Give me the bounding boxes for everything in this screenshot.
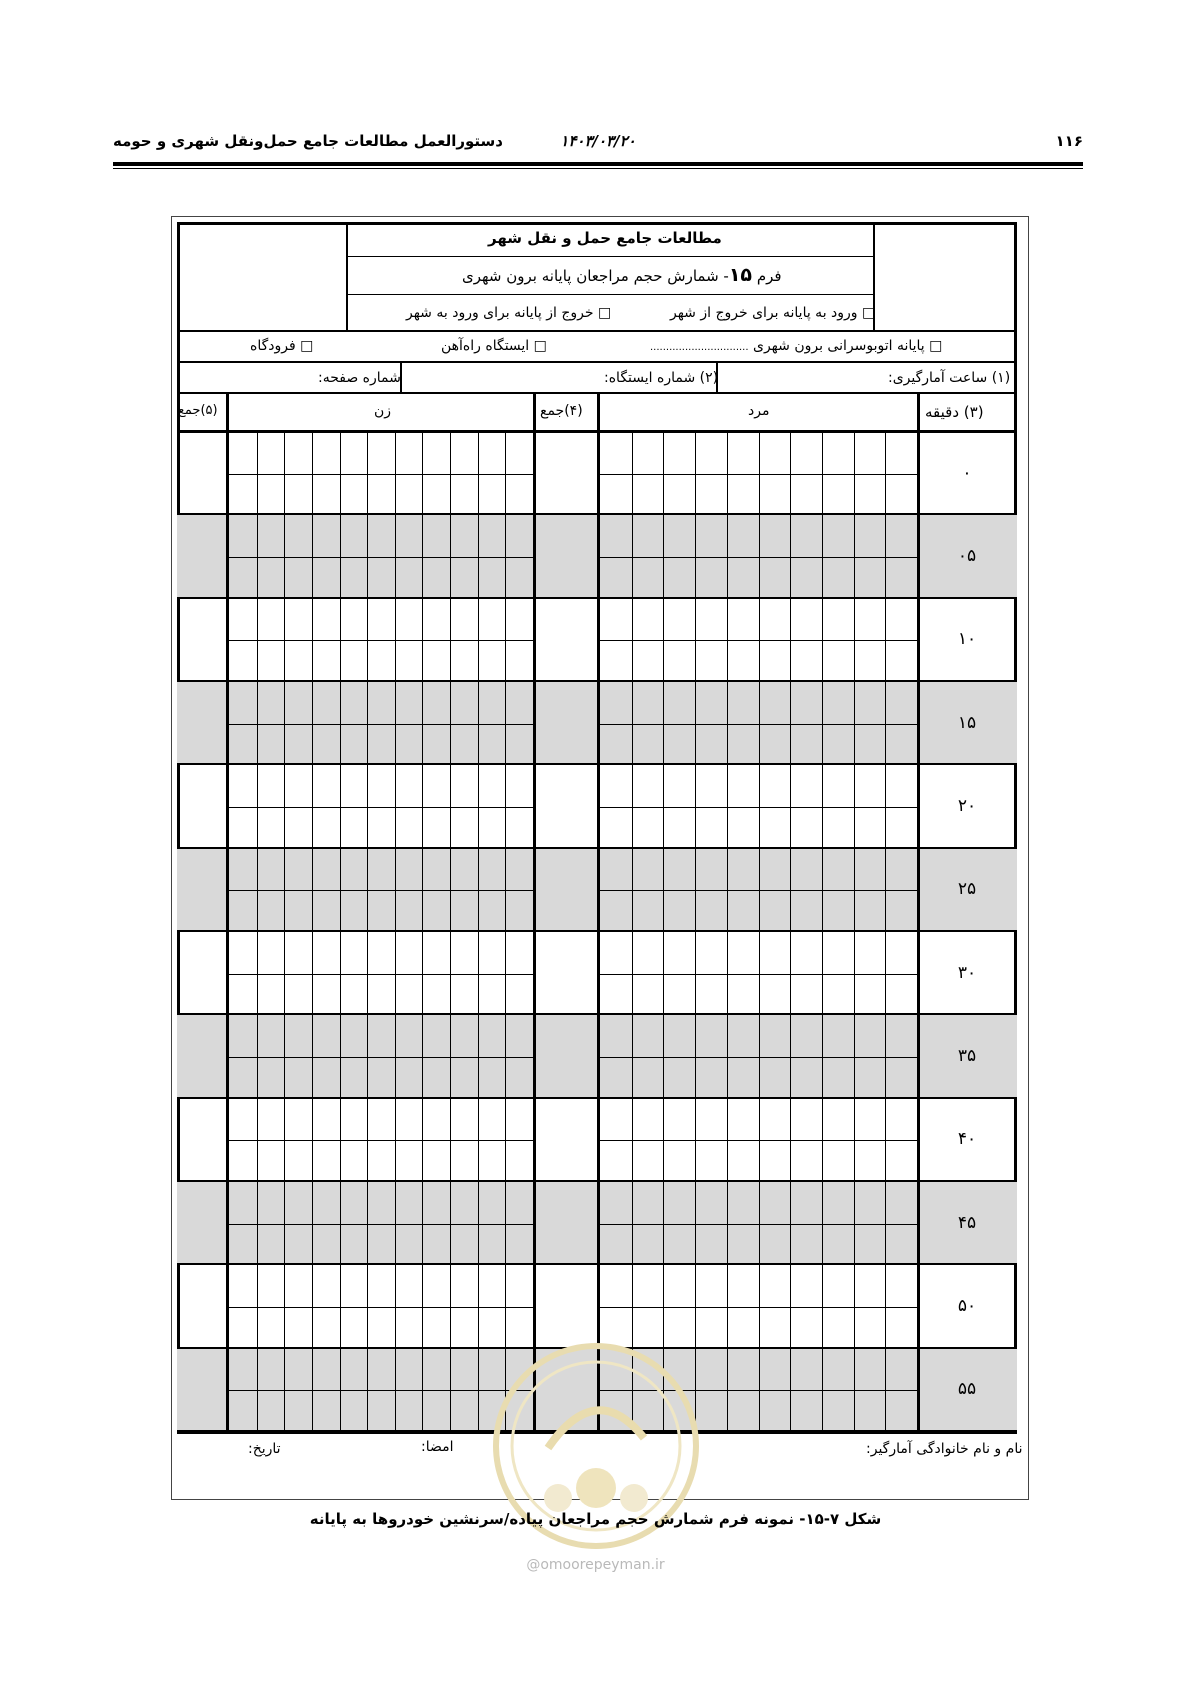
checkbox-icon[interactable]: □	[533, 338, 547, 354]
surveyor-name-field[interactable]: نام و نام خانوادگی آمارگیر:	[866, 1441, 1023, 1457]
figure-caption: شکل ۷-۱۵- نمونه فرم شمارش حجم مراجعان پیاده/سرنشین خودروها به پایانه	[309, 1510, 882, 1528]
female-tally-column-line	[505, 432, 506, 1432]
female-column-header: زن	[374, 403, 392, 419]
signature-field[interactable]: امضا:	[421, 1439, 454, 1455]
title-row-divider-1	[346, 256, 875, 257]
site-watermark: @omoorepeyman.ir	[526, 1557, 665, 1573]
female-tally-column-line	[367, 432, 368, 1432]
male-tally-column-line	[695, 432, 696, 1432]
minute-label: ۵۵	[957, 1379, 977, 1400]
form-title	[462, 264, 782, 286]
female-tally-column-line	[422, 432, 423, 1432]
study-title: مطالعات جامع حمل و نقل شهر	[488, 229, 722, 247]
form-title-text: - شمارش حجم مراجعان پایانه برون شهری	[462, 267, 729, 285]
station-number-field[interactable]: (۲) شماره ایستگاه:	[604, 370, 719, 386]
terminal-option-bus[interactable]	[650, 338, 942, 354]
female-tally-column-line	[312, 432, 313, 1432]
page-header	[113, 128, 1083, 168]
tally-mid-line	[229, 890, 533, 891]
checkbox-icon[interactable]: □	[598, 305, 612, 321]
terminal-option-airport[interactable]	[250, 338, 313, 354]
female-tally-column-line	[395, 432, 396, 1432]
date-field[interactable]: تاریخ:	[248, 1441, 281, 1457]
minute-label: ۲۵	[957, 879, 977, 900]
male-tally-column-line	[632, 432, 633, 1432]
title-row-divider-2	[346, 294, 875, 295]
tally-mid-line	[229, 1140, 533, 1141]
terminal-bus-label: پایانه اتوبوسرانی برون شهری	[753, 338, 925, 354]
terminal-option-rail[interactable]	[441, 338, 547, 354]
direction-exit-label: خروج از پایانه برای ورود به شهر	[406, 305, 594, 321]
male-total-divider	[597, 394, 600, 1434]
tally-mid-line	[229, 557, 533, 558]
male-tally-column-line	[727, 432, 728, 1432]
tally-mid-line	[229, 640, 533, 641]
title-left-divider	[346, 222, 348, 330]
female-tally-column-line	[478, 432, 479, 1432]
minute-column-divider	[917, 394, 920, 1434]
tally-mid-line	[229, 1057, 533, 1058]
direction-entry-label: ورود به پایانه برای خروج از شهر	[670, 305, 858, 321]
male-tally-column-line	[885, 432, 886, 1432]
male-tally-column-line	[759, 432, 760, 1432]
checkbox-icon[interactable]: □	[929, 338, 943, 354]
survey-hour-field[interactable]: (۱) ساعت آمارگیری:	[888, 370, 1011, 386]
minute-label: ۳۰	[957, 962, 977, 983]
minute-label: ۱۰	[957, 629, 977, 650]
male-tally-column-line	[663, 432, 664, 1432]
tally-mid-line	[229, 474, 533, 475]
male-column-header: مرد	[748, 403, 770, 419]
minute-label: ۱۵	[957, 712, 977, 733]
title-block-bottom	[177, 330, 1017, 332]
minute-label: ۵۰	[957, 1296, 977, 1316]
checkbox-icon[interactable]: □	[300, 338, 314, 354]
direction-option-exit[interactable]	[406, 305, 611, 321]
form-number: ۱۵	[728, 264, 753, 286]
page-number-field[interactable]: شماره صفحه:	[318, 370, 401, 386]
header-date: ۱۴۰۳/۰۳/۲۰	[560, 132, 636, 150]
header-rule-thin	[113, 168, 1083, 169]
terminal-airport-label: فرودگاه	[250, 338, 296, 354]
form-prefix: فرم	[756, 267, 782, 285]
minute-column-header: (۳) دقیقه	[925, 403, 984, 421]
female-total-divider	[226, 394, 229, 1434]
female-tally-column-line	[257, 432, 258, 1432]
page-number: ۱۱۶	[1055, 132, 1083, 150]
female-section-divider	[533, 394, 536, 1434]
female-tally-column-line	[284, 432, 285, 1432]
minute-label: ۴۰	[957, 1129, 977, 1150]
minute-label: ۰۵	[957, 546, 977, 566]
tally-mid-line	[229, 1307, 533, 1308]
minute-label: ۲۰	[957, 796, 977, 816]
female-tally-column-line	[450, 432, 451, 1432]
male-tally-column-line	[822, 432, 823, 1432]
male-tally-column-line	[790, 432, 791, 1432]
minute-label: ۳۵	[957, 1046, 977, 1066]
header-rule-thick	[113, 162, 1083, 166]
minute-label: ۴۵	[957, 1212, 977, 1233]
male-total-header: (۴)جمع	[540, 403, 583, 419]
tally-mid-line	[229, 807, 533, 808]
checkbox-icon[interactable]: □	[862, 305, 876, 321]
document-title: دستورالعمل مطالعات جامع حمل‌ونقل شهری و حومه	[113, 132, 503, 150]
minute-label: ۰	[962, 462, 972, 483]
tally-mid-line	[229, 1224, 533, 1225]
tally-mid-line	[229, 974, 533, 975]
direction-option-entry[interactable]	[670, 305, 875, 321]
male-tally-column-line	[854, 432, 855, 1432]
terminal-rail-label: ایستگاه راه‌آهن	[441, 338, 530, 354]
tally-mid-line	[229, 724, 533, 725]
terminal-row-bottom	[177, 361, 1017, 363]
terminal-dots: ...............................	[650, 342, 749, 353]
female-total-header: (۵)جمع	[178, 403, 218, 418]
female-tally-column-line	[340, 432, 341, 1432]
